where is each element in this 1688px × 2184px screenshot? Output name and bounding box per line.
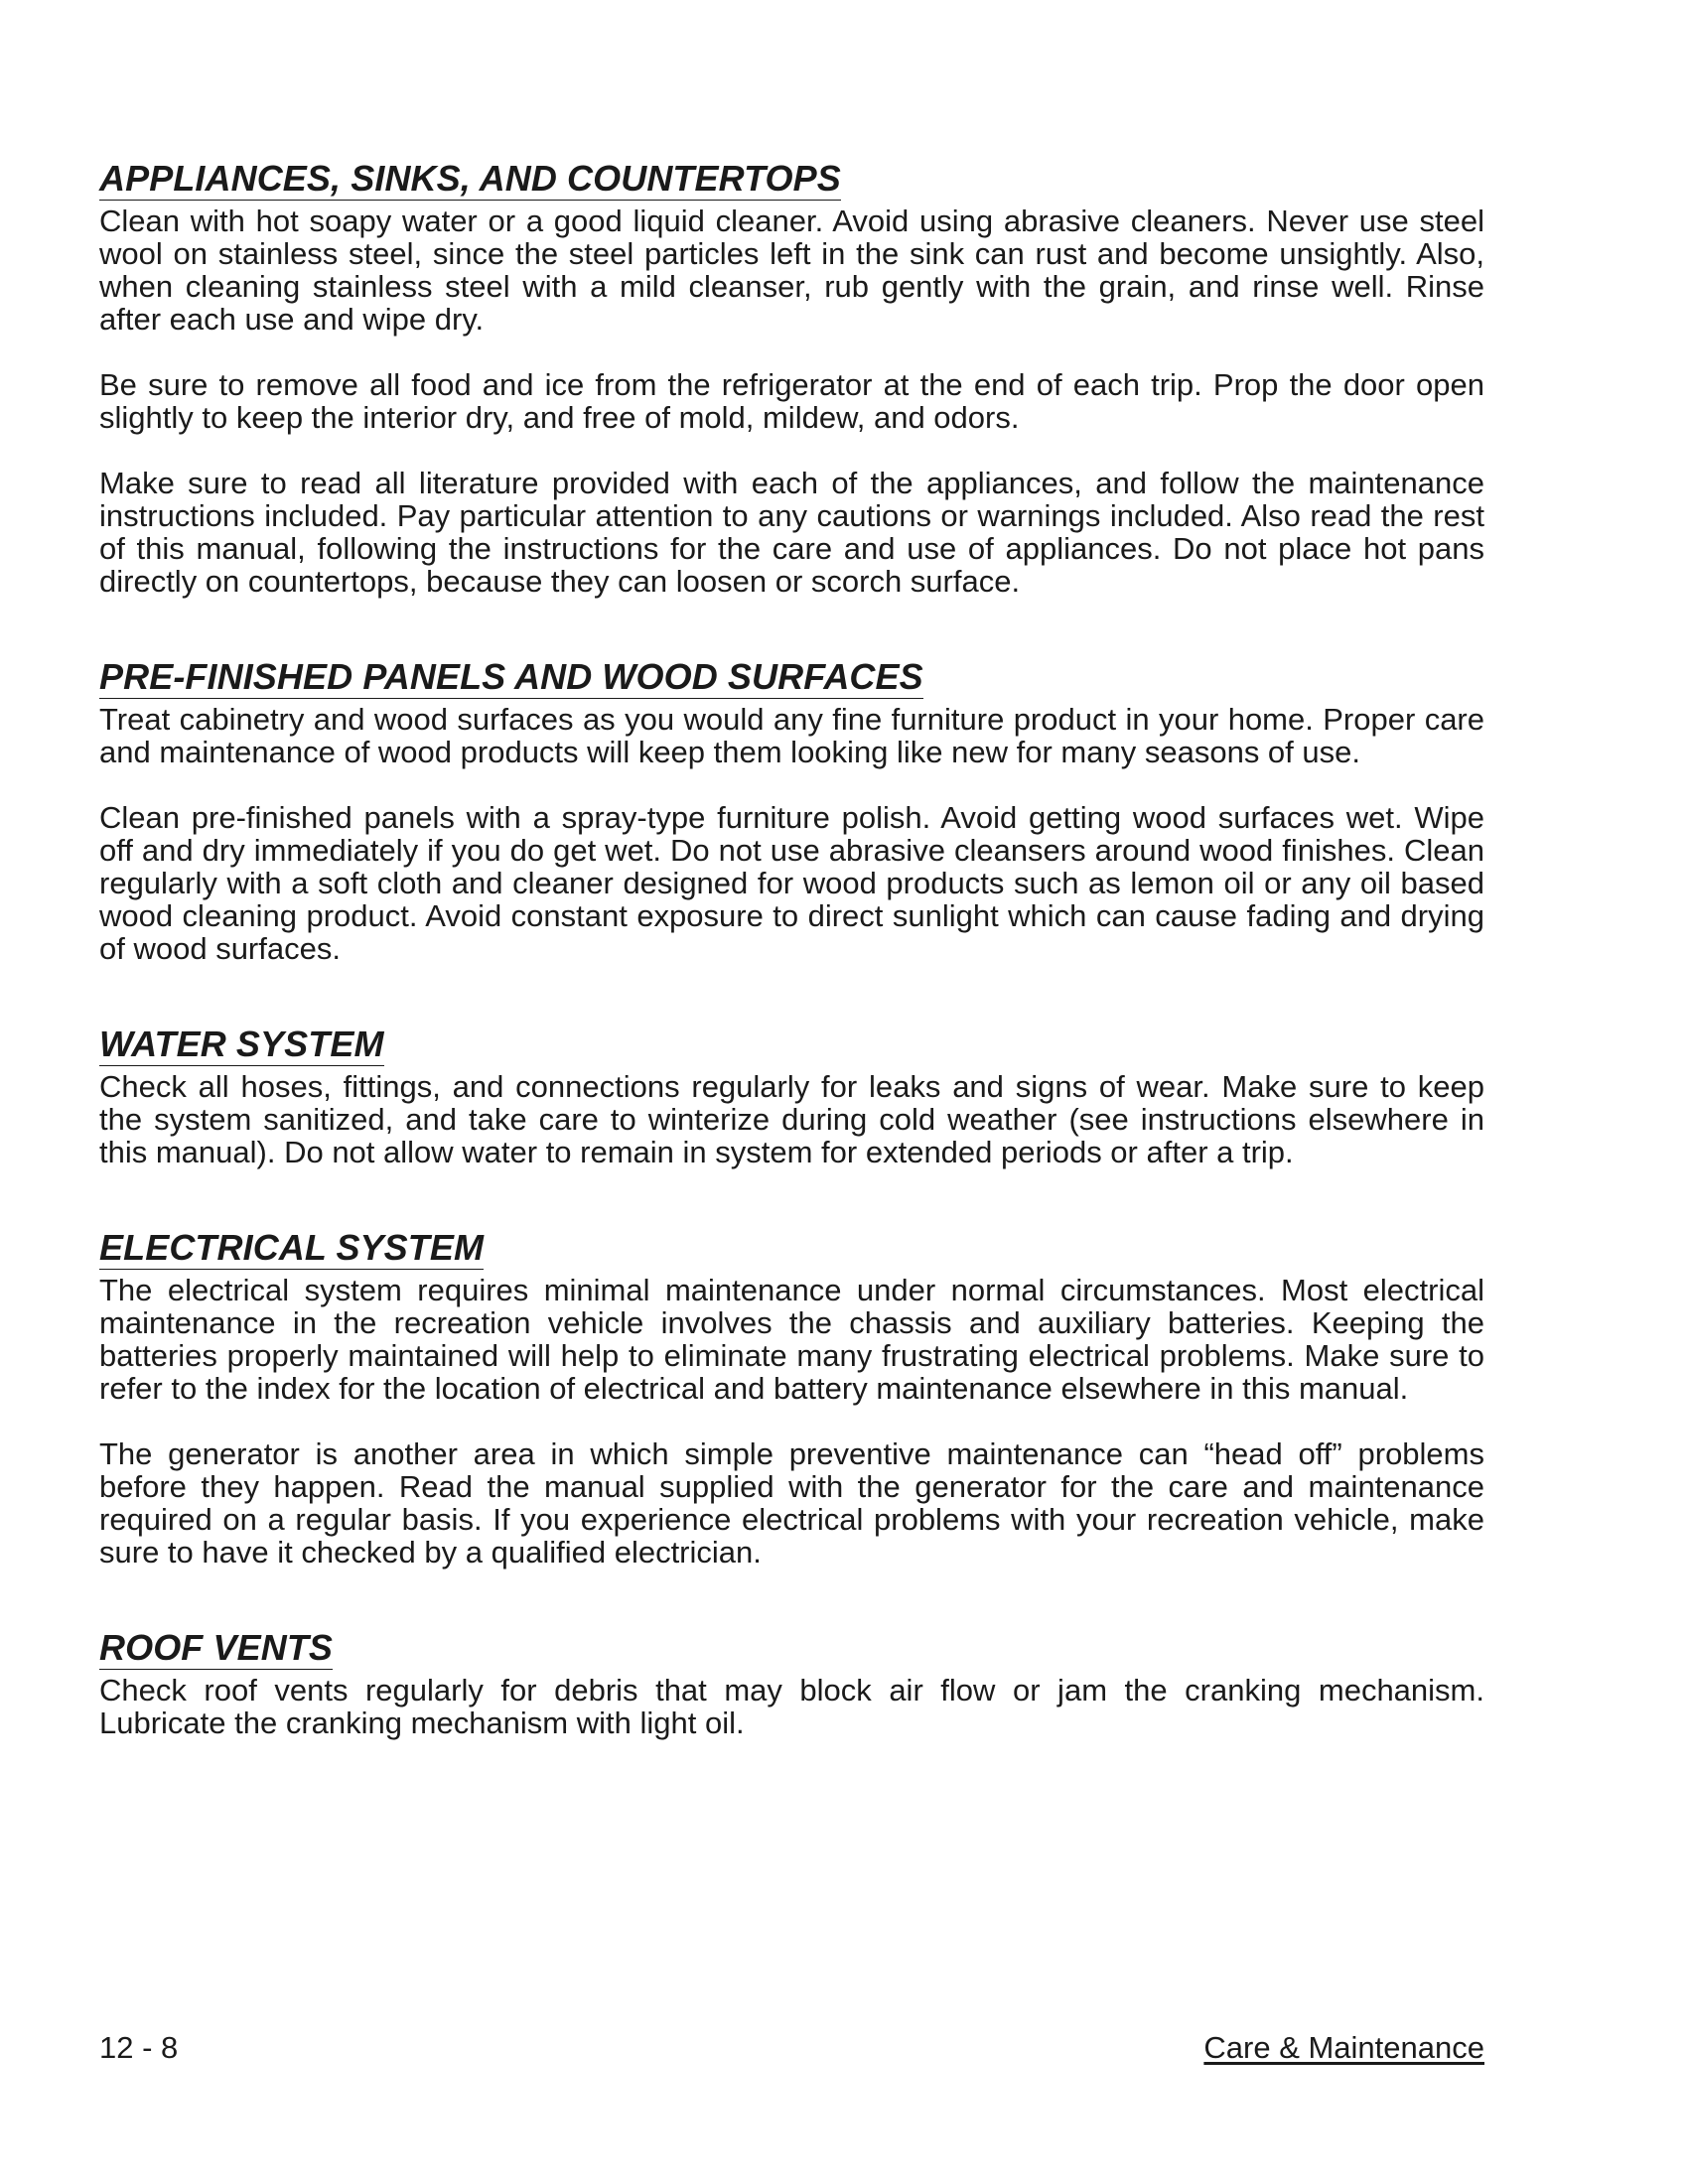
section-heading: WATER SYSTEM bbox=[99, 1024, 384, 1064]
section-roof-vents bbox=[99, 1628, 1484, 1739]
chapter-title: Care & Maintenance bbox=[1203, 2030, 1484, 2065]
paragraph: Make sure to read all literature provided with each of the appliances, and follow the maintenance instructions included. Pay particular attention to any cautions or warnings included. Also read the rest of this manual, following the instructions for the care and use of appliances. Do not place hot pans directly on countertops, because they can loosen or scorch surface. bbox=[99, 466, 1484, 599]
section-heading: PRE-FINISHED PANELS AND WOOD SURFACES bbox=[99, 656, 923, 697]
page-number: 12 - 8 bbox=[99, 2030, 179, 2065]
page-body bbox=[99, 159, 1484, 1799]
section-wood-surfaces bbox=[99, 657, 1484, 965]
section-water-system bbox=[99, 1024, 1484, 1168]
paragraph: Be sure to remove all food and ice from the refrigerator at the end of each trip. Prop the door open slightly to keep the interior dry, and free of mold, mildew, and odors. bbox=[99, 367, 1484, 435]
paragraph: Check roof vents regularly for debris that may block air flow or jam the cranking mechanism. Lubricate the cranking mechanism with light oil. bbox=[99, 1673, 1484, 1740]
section-appliances bbox=[99, 159, 1484, 598]
paragraph: The electrical system requires minimal maintenance under normal circumstances. Most electrical maintenance in the recreation vehicle involves the chassis and auxiliary batteries. Keeping the batteries properly maintained will help to eliminate many frustrating electrical problems. Make sure to refer to the index for the location of electrical and battery maintenance elsewhere in this manual. bbox=[99, 1273, 1484, 1406]
paragraph: Treat cabinetry and wood surfaces as you would any fine furniture product in your home. Proper care and maintenance of wood products will keep them looking like new for many seasons of use. bbox=[99, 702, 1484, 769]
section-heading: ROOF VENTS bbox=[99, 1627, 334, 1668]
section-heading: ELECTRICAL SYSTEM bbox=[99, 1227, 485, 1268]
section-electrical-system bbox=[99, 1228, 1484, 1569]
paragraph: Clean pre-finished panels with a spray-type furniture polish. Avoid getting wood surfaces wet. Wipe off and dry immediately if you do get wet. Do not use abrasive cleansers around wood finishes. Clean regularly with a soft cloth and cleaner designed for wood products such as lemon oil or any oil based wood cleaning product. Avoid constant exposure to direct sunlight which can cause fading and drying of wood surfaces. bbox=[99, 800, 1484, 966]
section-heading: APPLIANCES, SINKS, AND COUNTERTOPS bbox=[99, 158, 841, 199]
paragraph: Check all hoses, fittings, and connections regularly for leaks and signs of wear. Make sure to keep the system sanitized, and take care to winterize during cold weather (see instructions elsewhere in this manual). Do not allow water to remain in system for extended periods or after a trip. bbox=[99, 1069, 1484, 1169]
paragraph: The generator is another area in which simple preventive maintenance can “head off” problems before they happen. Read the manual supplied with the generator for the care and maintenance required on a regular basis. If you experience electrical problems with your recreation vehicle, make sure to have it checked by a qualified electrician. bbox=[99, 1436, 1484, 1570]
paragraph: Clean with hot soapy water or a good liquid cleaner. Avoid using abrasive cleaners. Never use steel wool on stainless steel, since the steel particles left in the sink can rust and become unsightly. Also, when cleaning stainless steel with a mild cleanser, rub gently with the grain, and rinse well. Rinse after each use and wipe dry. bbox=[99, 204, 1484, 337]
